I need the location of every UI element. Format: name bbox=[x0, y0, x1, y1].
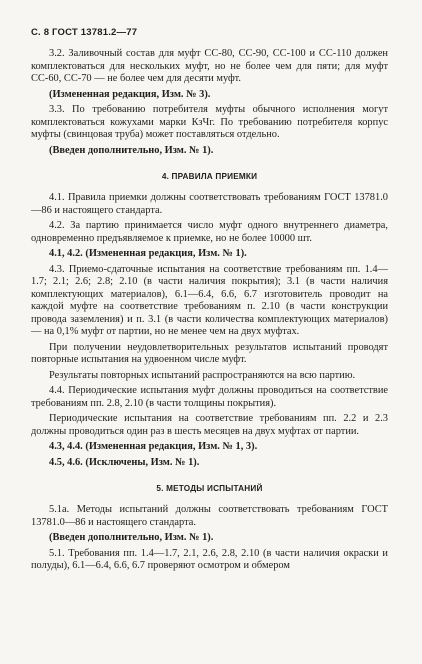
paragraph: 4.1. Правила приемки должны соответствовать требованиям ГОСТ 13781.0—86 и настоящего стандарта. bbox=[31, 192, 388, 216]
paragraph: 4.3. Приемо-сдаточные испытания на соответствие требованиям пп. 1.4—1.7; 2.1; 2.6; 2.8; 2.10 (в части наличия покрытия); 3.1 (в части наличия комплектующих материалов), 6.1—6.4, 6.6, 6.7 изготовитель проводит на каждой муфте на соответствие требованиям п. 2.10 (в части конструкции провода заземления) и п. 3.1 (в части количества комплектующих материалов) — на 0,1% муфт от партии, но не менее чем на двух муфтах. bbox=[31, 263, 388, 337]
section-heading: 4. ПРАВИЛА ПРИЕМКИ bbox=[161, 172, 258, 181]
paragraph: 4.4. Периодические испытания муфт должны проводиться на соответствие требованиям пп. 2.8, 2.10 (в части толщины покрытия). bbox=[31, 385, 388, 409]
amendment-note: 4.5, 4.6. (Исключены, Изм. № 1). bbox=[49, 456, 200, 468]
amendment-note: 4.1, 4.2. (Измененная редакция, Изм. № 1). bbox=[49, 248, 247, 259]
amendment-note: (Введен дополнительно, Изм. № 1). bbox=[49, 144, 214, 156]
page-header: С. 8 ГОСТ 13781.2—77 bbox=[31, 27, 138, 38]
paragraph: 3.3. По требованию потребителя муфты обычного исполнения могут комплектоваться кожухами марки КзЧг. По требованию потребителя корпус муфты (свинцовая труба) может поставляться отдельно. bbox=[31, 104, 388, 140]
amendment-note: (Введен дополнительно, Изм. № 1). bbox=[49, 532, 214, 543]
paragraph: 5.1. Требования пп. 1.4—1.7, 2.1, 2.6, 2.8, 2.10 (в части наличия окраски и полуды), 6.1—6.4, 6.6, 6.7 проверяют осмотром и обмером bbox=[31, 547, 388, 571]
amendment-note: 4.3, 4.4. (Измененная редакция, Изм. № 1, 3). bbox=[49, 441, 258, 452]
document-body bbox=[31, 48, 388, 573]
paragraph: При получении неудовлетворительных результатов испытаний проводят повторные испытания на удвоенном числе муфт. bbox=[31, 341, 388, 365]
paragraph: 4.2. За партию принимается число муфт одного внутреннего диаметра, одновременно предъявляемое к приемке, но не более 10000 шт. bbox=[31, 220, 388, 244]
paragraph: Периодические испытания на соответствие требованиям пп. 2.2 и 2.3 должны проводиться один раз в шесть месяцев на двух муфтах от партии. bbox=[31, 413, 388, 437]
section-heading: 5. МЕТОДЫ ИСПЫТАНИЙ bbox=[156, 484, 263, 493]
paragraph: 5.1а. Методы испытаний должны соответствовать требованиям ГОСТ 13781.0—86 и настоящего стандарта. bbox=[31, 504, 388, 528]
paragraph: Результаты повторных испытаний распространяются на всю партию. bbox=[49, 369, 356, 381]
amendment-note: (Измененная редакция, Изм. № 3). bbox=[49, 88, 211, 100]
paragraph: 3.2. Заливочный состав для муфт СС-80, СС-90, СС-100 и СС-110 должен комплектоваться для нескольких муфт, но не более чем для пяти; для муфт СС-60, СС-70 — не более чем для десяти муфт. bbox=[31, 48, 388, 84]
